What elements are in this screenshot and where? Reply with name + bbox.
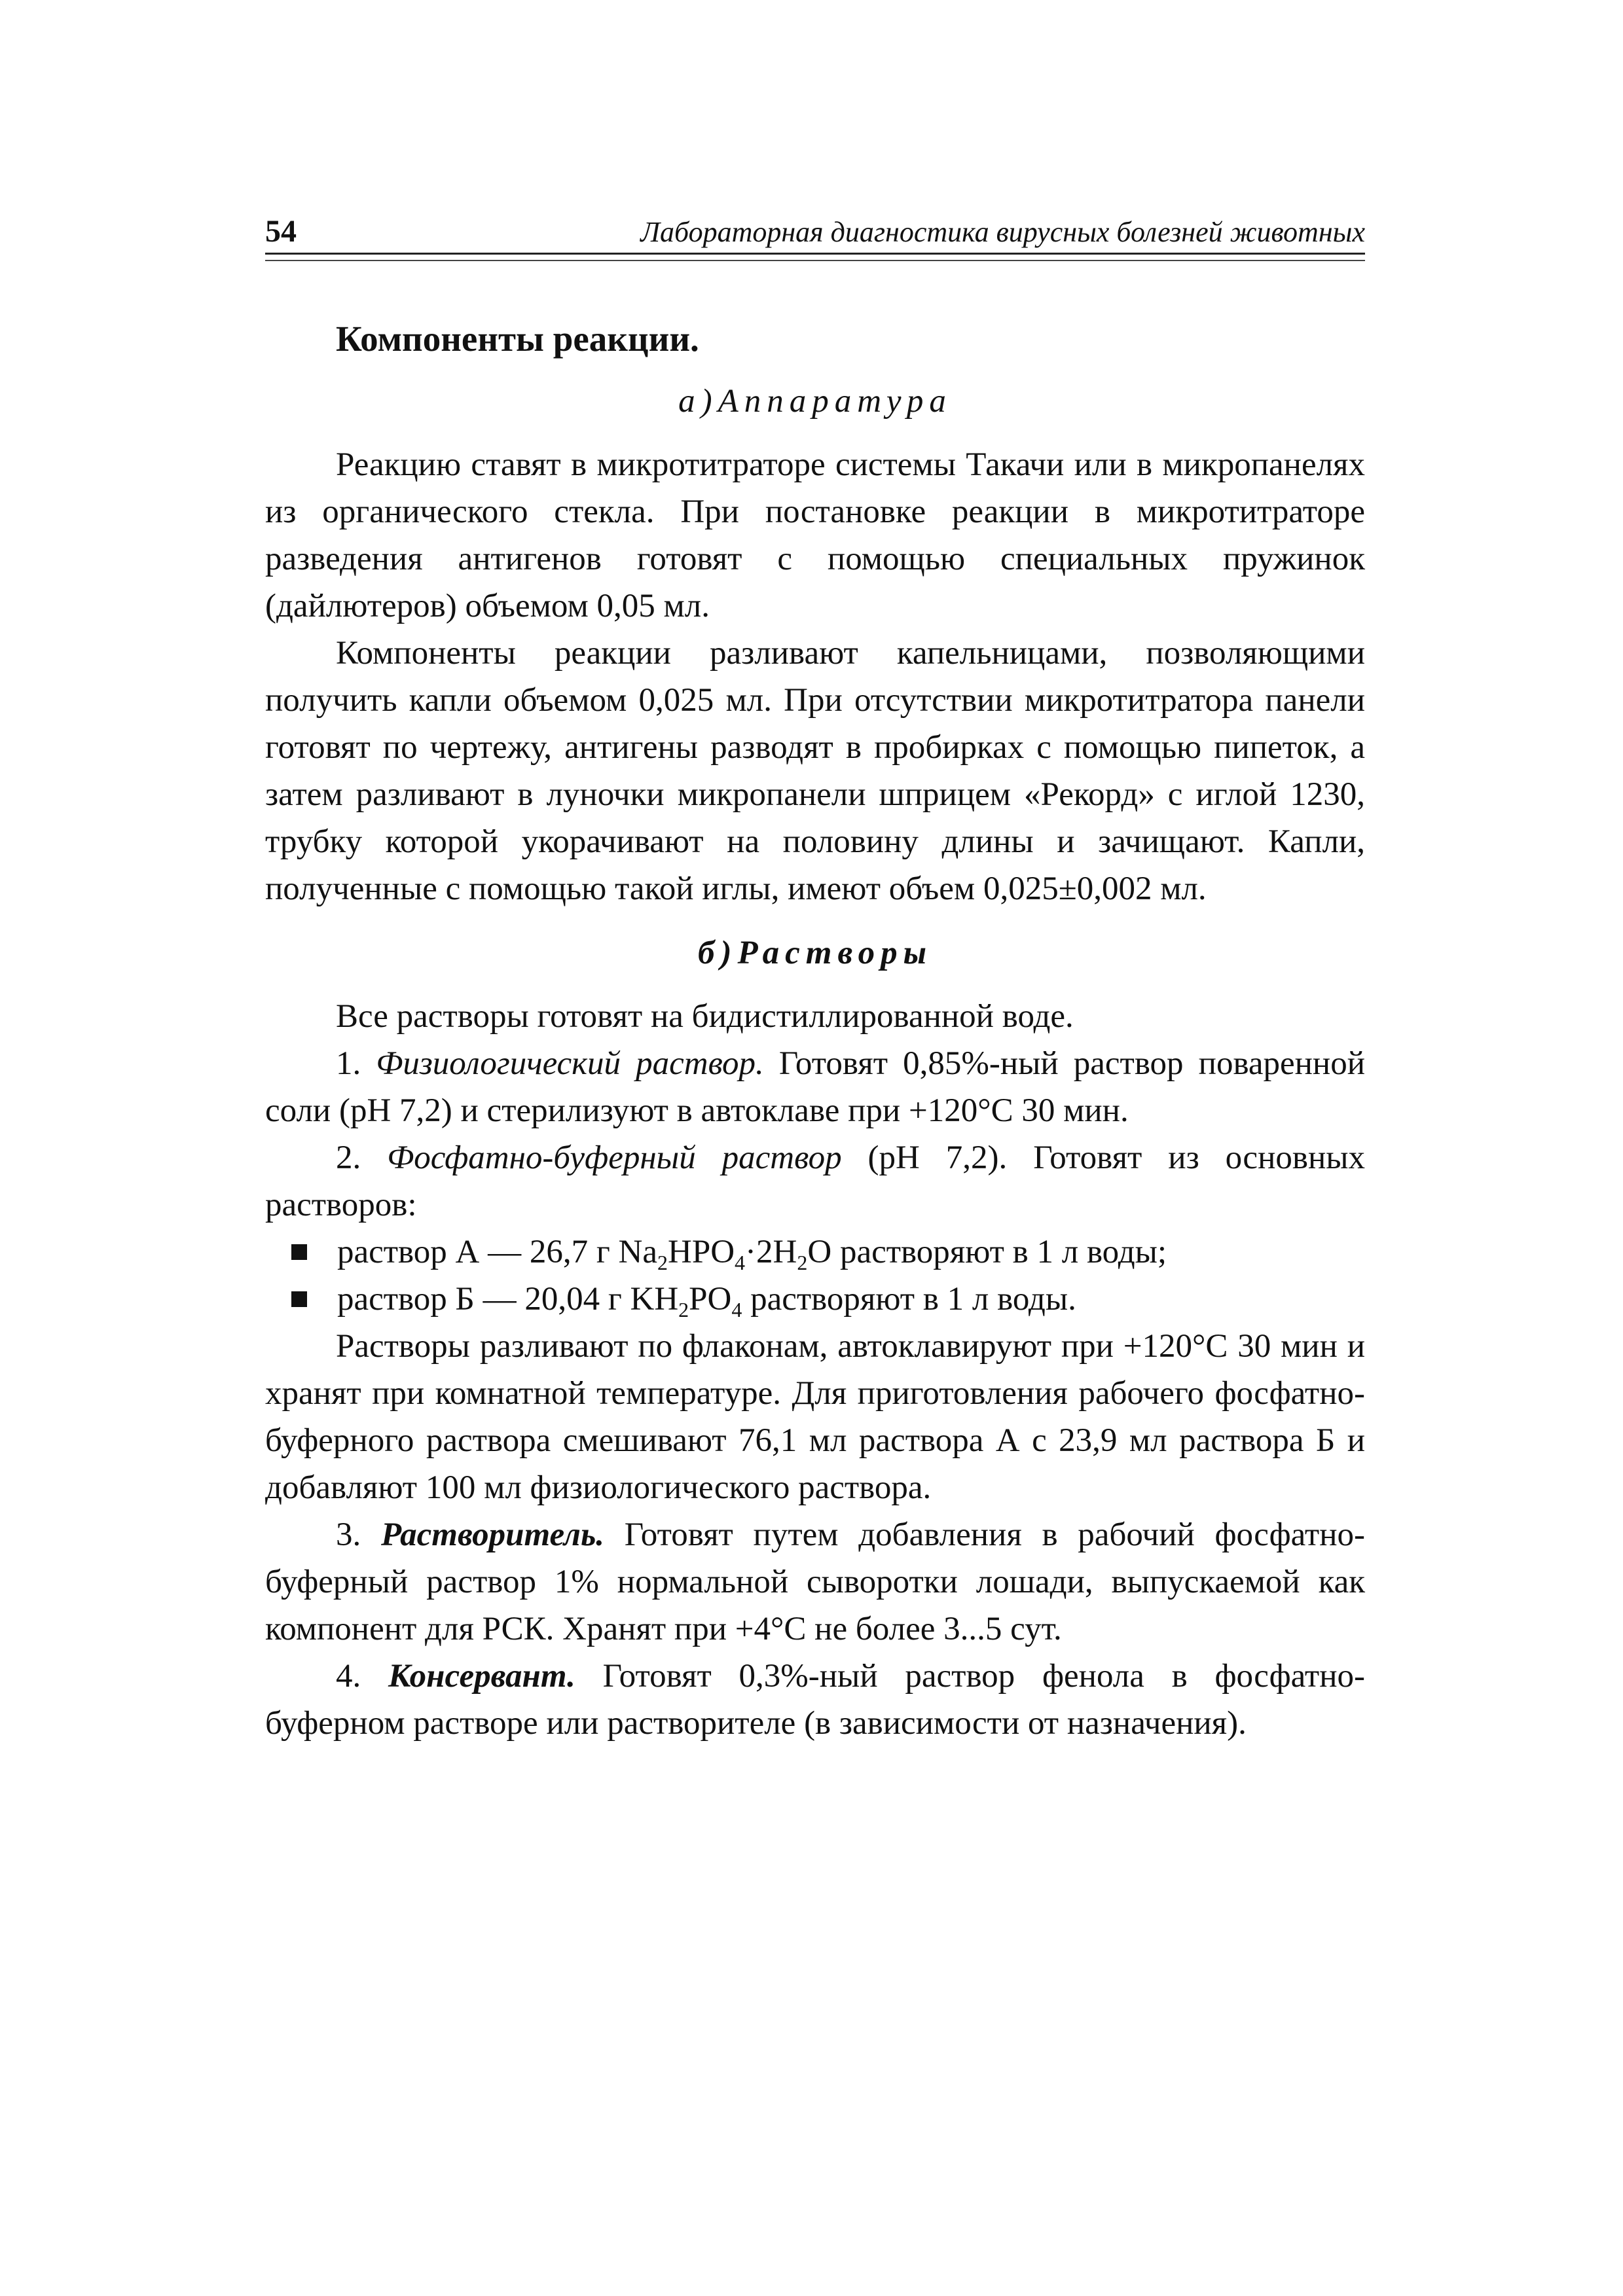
running-title: Лабораторная диагностика вирусных болезней животных: [640, 216, 1365, 248]
bullet-solution-a: раствор А — 26,7 г $Na_2HPO_4\cdot 2H_2O$ растворяют в 1 л воды;: [291, 1229, 1365, 1276]
item-text: Готовят 0,85%-ный раствор поваренной соли (pH 7,2) и стерилизуют в автоклаве при +120°С 30 мин.: [265, 1045, 1365, 1130]
item-text: (pH 7,2). Готовят из основных растворов:: [265, 1139, 1365, 1224]
square-bullet-icon: [291, 1291, 307, 1307]
bullet-list: [265, 1229, 1365, 1323]
list-item-2: [265, 1134, 1365, 1229]
paragraph-apparatus-2: Компоненты реакции разливают капельницами, позволяющими получить капли объемом 0,025 мл. При отсутствии микротитратора панели готовят по чертежу, антигены разводят в пробирках с помощью пипеток, а затем разливают в луночки микропанели шприцем «Рекорд» с иглой 1230, трубку которой укорачивают на половину длины и зачищают. Капли, полученные с помощью такой иглы, имеют объем 0,025±0,002 мл.: [265, 635, 1365, 908]
paragraph-apparatus-1: Реакцию ставят в микротитраторе системы Такачи или в микропанелях из органического стекла. При постановке реакции в микротитраторе разведения антигенов готовят с помощью специальных пружинок (дайлютеров) объемом 0,05 мл.: [265, 446, 1365, 625]
bullet-solution-b: раствор Б — 20,04 г $KH_2PO_4$ растворяют в 1 л воды.: [291, 1276, 1365, 1323]
running-header: [265, 216, 1365, 247]
item-number: 2.: [336, 1139, 361, 1177]
subheading-apparatus: а)Аппаратура: [678, 383, 952, 420]
item-number: 4.: [336, 1658, 361, 1695]
item-number: 1.: [336, 1045, 361, 1083]
item-text: Готовят путем добавления в рабочий фосфатно-буферный раствор 1% нормальной сыворотки лошади, выпускаемой как компонент для РСК. Хранят при +4°С не более 3...5 сут.: [265, 1516, 1365, 1648]
paragraph-solutions-intro: Все растворы готовят на бидистиллированной воде.: [336, 998, 1074, 1035]
page-number: 54: [265, 214, 297, 249]
header-rule: [265, 253, 1365, 261]
item-term: Растворитель.: [380, 1516, 605, 1554]
item-number: 3.: [336, 1516, 361, 1554]
paragraph-storage: Растворы разливают по флаконам, автоклавируют при +120°С 30 мин и хранят при комнатной температуре. Для приготовления рабочего фосфатно-буферного раствора смешивают 76,1 мл раствора А с 23,9 мл раствора Б и добавляют 100 мл физиологического раствора.: [265, 1328, 1365, 1507]
item-term: Консервант.: [388, 1658, 575, 1695]
subheading-solutions: б)Растворы: [698, 935, 932, 972]
item-text: Готовят 0,3%-ный раствор фенола в фосфатно-буферном растворе или растворителе (в зависимости от назначения).: [265, 1658, 1365, 1742]
item-term: Фосфатно-буферный раствор: [387, 1139, 842, 1177]
page: [265, 216, 1365, 1747]
list-item-3: [265, 1511, 1365, 1653]
square-bullet-icon: [291, 1244, 307, 1260]
list-item-4: [265, 1653, 1365, 1747]
section-title: Компоненты реакции.: [336, 319, 699, 359]
list-item-1: [265, 1040, 1365, 1134]
item-term: Физиологический раствор.: [376, 1045, 764, 1083]
